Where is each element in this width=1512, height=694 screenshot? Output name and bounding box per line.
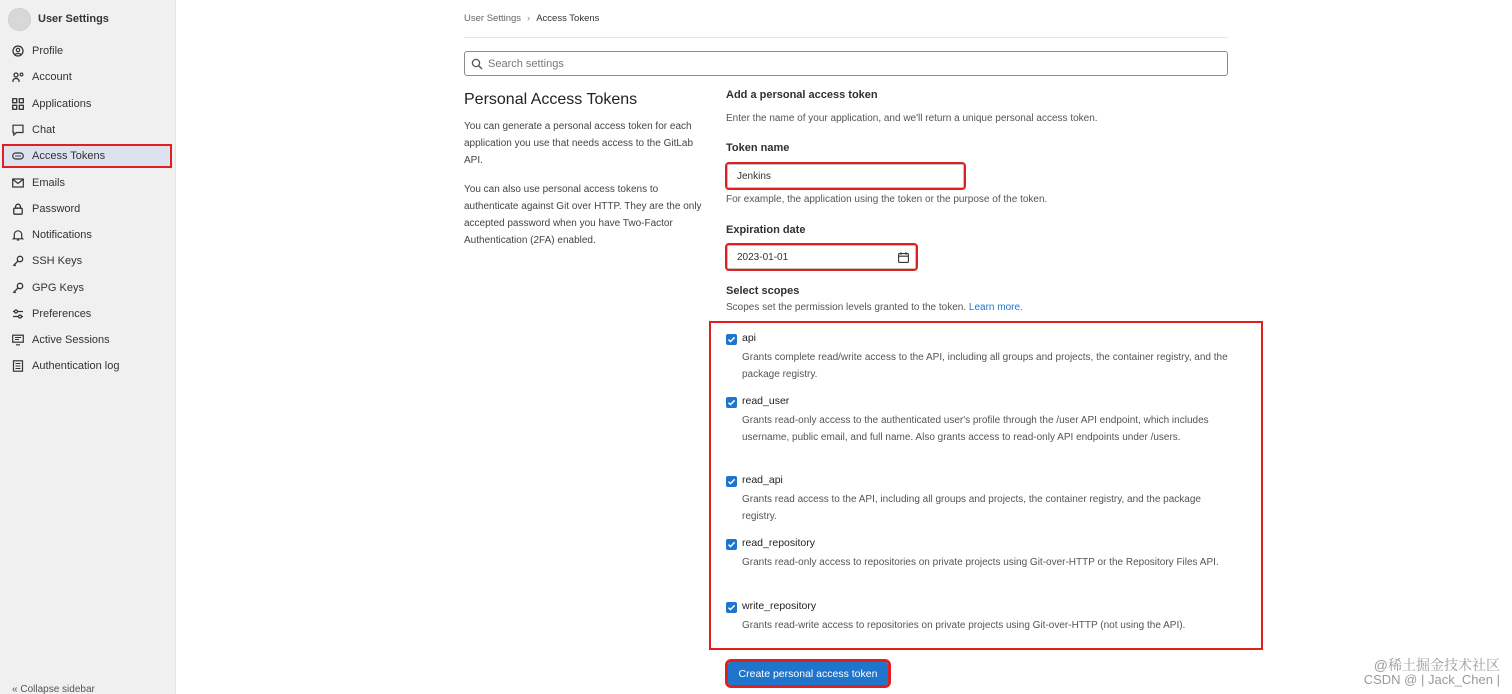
sidebar-item-label: GPG Keys	[32, 282, 84, 294]
sidebar-item-label: Applications	[32, 98, 92, 110]
sidebar-title: User Settings	[38, 13, 109, 25]
scope-description: Grants read-only access to repositories on private projects using Git-over-HTTP or the Repository Files API.	[742, 557, 1219, 568]
sidebar-item-label: Account	[32, 71, 72, 83]
breadcrumb-separator: ›	[527, 13, 531, 24]
search-icon	[471, 58, 483, 70]
collapse-sidebar-button[interactable]: « Collapse sidebar	[12, 684, 95, 694]
scopes-label: Select scopes	[726, 285, 800, 297]
search-input[interactable]	[488, 58, 1188, 70]
chat-icon	[12, 124, 24, 136]
sidebar-item-label: Notifications	[32, 229, 92, 241]
key-icon	[12, 282, 24, 294]
learn-more-link[interactable]: Learn more.	[968, 302, 1023, 313]
scopes-help: Scopes set the permission levels granted to the token. Learn more.	[726, 302, 1023, 313]
intro-section	[464, 91, 709, 261]
create-token-button[interactable]: Create personal access token	[728, 662, 888, 685]
sidebar-item-label: Profile	[32, 45, 64, 57]
lock-icon	[12, 203, 24, 215]
scope-name: api	[742, 332, 757, 344]
token-name-value: Jenkins	[737, 170, 771, 182]
expiration-date-value: 2023-01-01	[737, 251, 789, 263]
scope-description: Grants read-write access to repositories on private projects using Git-over-HTTP (not using the API).	[742, 620, 1186, 631]
calendar-icon[interactable]	[898, 252, 909, 263]
sidebar-item-label: Password	[32, 203, 81, 215]
token-icon	[12, 150, 24, 162]
sidebar-item-label: SSH Keys	[32, 255, 83, 267]
breadcrumb-parent[interactable]: User Settings	[464, 13, 522, 24]
sidebar-item-label: Active Sessions	[32, 334, 110, 346]
divider	[464, 37, 1228, 38]
expiration-date-label: Expiration date	[726, 224, 806, 236]
sidebar-item-authentication-log[interactable]	[4, 356, 170, 376]
sidebar-item-applications[interactable]	[4, 94, 170, 114]
account-icon	[12, 71, 24, 83]
sidebar	[0, 0, 176, 694]
watermark-line-2: CSDN @ | Jack_Chen |	[1363, 672, 1500, 687]
intro-paragraph-1: You can generate a personal access token for each application you use that needs access to the GitLab API.	[464, 121, 694, 166]
avatar	[8, 8, 31, 31]
sidebar-header[interactable]	[8, 7, 109, 31]
sidebar-item-access-tokens[interactable]	[4, 146, 170, 166]
scope-name: write_repository	[742, 600, 817, 612]
scope-checkbox[interactable]	[726, 476, 737, 487]
token-name-label: Token name	[726, 142, 790, 154]
search-box[interactable]	[464, 51, 1228, 76]
chevron-double-left-icon: «	[12, 684, 18, 694]
sidebar-item-label: Chat	[32, 124, 56, 136]
log-icon	[12, 360, 24, 372]
sidebar-item-preferences[interactable]	[4, 304, 170, 324]
sidebar-item-ssh-keys[interactable]	[4, 251, 170, 271]
key-icon	[12, 255, 24, 267]
breadcrumb	[464, 13, 599, 24]
scope-checkbox[interactable]	[726, 602, 737, 613]
sidebar-item-label: Authentication log	[32, 360, 120, 372]
scope-description: Grants read-only access to the authenticated user's profile through the /user API endpoint, which includes username, public email, and full name. Also grants access to read-only API endpoints under /users.	[742, 415, 1209, 443]
form-subheading: Enter the name of your application, and we'll return a unique personal access token.	[726, 113, 1098, 124]
scope-name: read_user	[742, 395, 790, 407]
scope-checkbox[interactable]	[726, 397, 737, 408]
expiration-date-field[interactable]	[727, 245, 916, 269]
breadcrumb-current: Access Tokens	[536, 13, 600, 24]
monitor-icon	[12, 334, 24, 346]
sidebar-item-active-sessions[interactable]	[4, 330, 170, 350]
sidebar-item-password[interactable]	[4, 199, 170, 219]
token-name-help: For example, the application using the token or the purpose of the token.	[726, 194, 1048, 205]
scope-description: Grants complete read/write access to the API, including all groups and projects, the container registry, and the package registry.	[742, 352, 1228, 380]
scope-checkbox[interactable]	[726, 539, 737, 550]
sidebar-item-profile[interactable]	[4, 41, 170, 61]
sidebar-item-gpg-keys[interactable]	[4, 278, 170, 298]
profile-icon	[12, 45, 24, 57]
watermark-line-1: @稀土掘金技术社区	[1373, 657, 1500, 673]
sidebar-item-chat[interactable]	[4, 120, 170, 140]
scope-name: read_repository	[742, 537, 815, 549]
page-title: Personal Access Tokens	[464, 91, 638, 108]
sidebar-item-label: Access Tokens	[32, 150, 106, 162]
email-icon	[12, 177, 24, 189]
sidebar-item-emails[interactable]	[4, 173, 170, 193]
scope-description: Grants read access to the API, including all groups and projects, the container registry, and the package registry.	[742, 494, 1201, 522]
sidebar-item-notifications[interactable]	[4, 225, 170, 245]
scope-checkbox[interactable]	[726, 334, 737, 345]
applications-icon	[12, 98, 24, 110]
form-heading: Add a personal access token	[726, 89, 878, 101]
sidebar-item-account[interactable]	[4, 67, 170, 87]
scope-name: read_api	[742, 474, 783, 486]
token-name-field[interactable]	[727, 164, 964, 188]
preferences-icon	[12, 308, 24, 320]
bell-icon	[12, 229, 24, 241]
sidebar-item-label: Preferences	[32, 308, 92, 320]
intro-paragraph-2: You can also use personal access tokens to authenticate against Git over HTTP. They are the only accepted password when you have Two-Factor Authentication (2FA) enabled.	[464, 184, 702, 246]
sidebar-item-label: Emails	[32, 177, 66, 189]
